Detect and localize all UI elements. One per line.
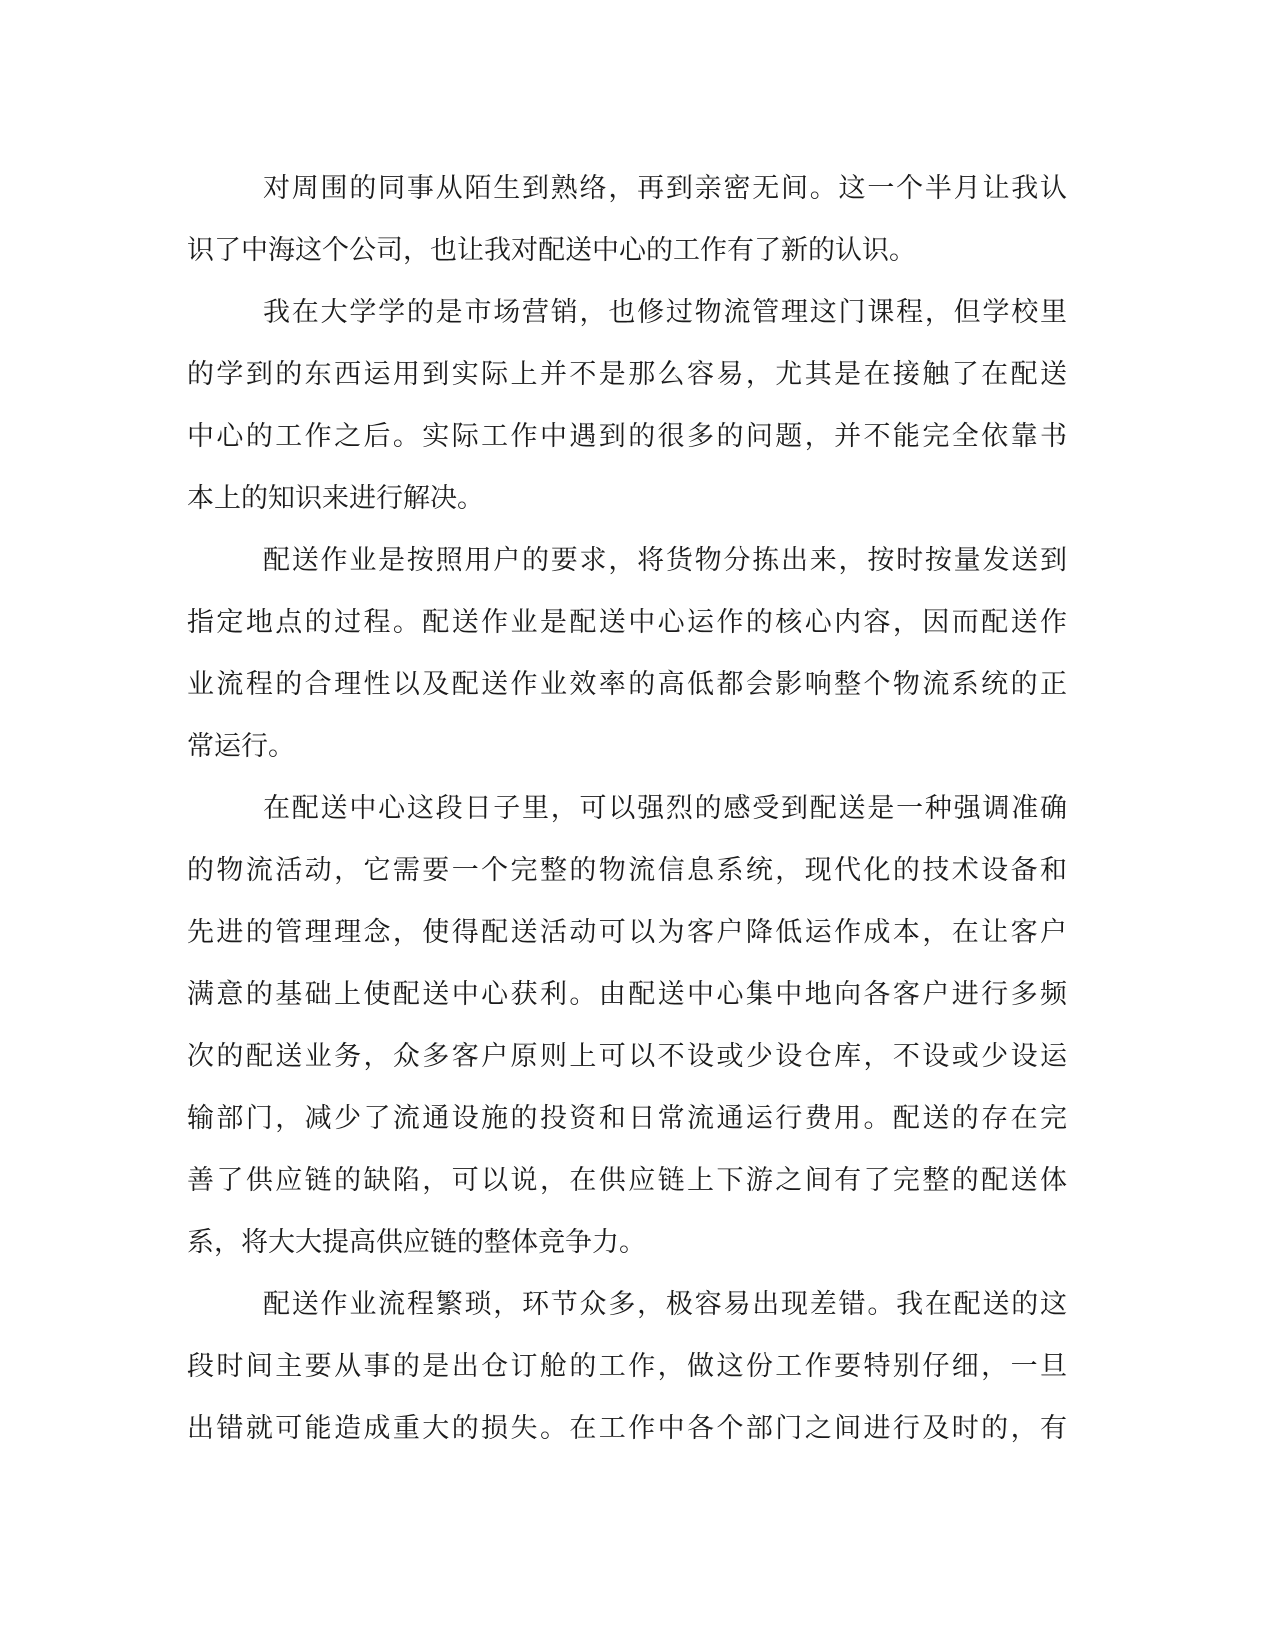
body-text: [187, 158, 1067, 1460]
text-line: 中心的工作之后。实际工作中遇到的很多的问题，并不能完全依靠书: [187, 421, 1067, 452]
text-line: 对周围的同事从陌生到熟络，再到亲密无间。这一个半月让我认: [263, 173, 1067, 204]
text-line: 配送作业流程繁琐，环节众多，极容易出现差错。我在配送的这: [263, 1289, 1067, 1320]
text-line: 系，将大大提高供应链的整体竞争力。: [187, 1227, 646, 1258]
text-line: 的物流活动，它需要一个完整的物流信息系统，现代化的技术设备和: [187, 855, 1067, 886]
text-line: 的学到的东西运用到实际上并不是那么容易，尤其是在接触了在配送: [187, 359, 1067, 390]
text-line: 业流程的合理性以及配送作业效率的高低都会影响整个物流系统的正: [187, 669, 1067, 700]
text-line: 出错就可能造成重大的损失。在工作中各个部门之间进行及时的，有: [187, 1413, 1067, 1444]
text-line: 指定地点的过程。配送作业是配送中心运作的核心内容，因而配送作: [187, 607, 1067, 638]
text-line: 在配送中心这段日子里，可以强烈的感受到配送是一种强调准确: [263, 793, 1067, 824]
text-line: 配送作业是按照用户的要求，将货物分拣出来，按时按量发送到: [263, 545, 1067, 576]
text-line: 先进的管理理念，使得配送活动可以为客户降低运作成本，在让客户: [187, 917, 1067, 948]
text-line: 我在大学学的是市场营销，也修过物流管理这门课程，但学校里: [263, 297, 1067, 328]
text-line: 善了供应链的缺陷，可以说，在供应链上下游之间有了完整的配送体: [187, 1165, 1067, 1196]
text-line: 识了中海这个公司，也让我对配送中心的工作有了新的认识。: [187, 235, 916, 266]
text-line: 常运行。: [187, 731, 295, 762]
text-line: 段时间主要从事的是出仓订舱的工作，做这份工作要特别仔细，一旦: [187, 1351, 1067, 1382]
text-line: 本上的知识来进行解决。: [187, 483, 484, 514]
text-line: 次的配送业务，众多客户原则上可以不设或少设仓库，不设或少设运: [187, 1041, 1067, 1072]
text-line: 满意的基础上使配送中心获利。由配送中心集中地向各客户进行多频: [187, 979, 1067, 1010]
text-line: 输部门，减少了流通设施的投资和日常流通运行费用。配送的存在完: [187, 1103, 1067, 1134]
